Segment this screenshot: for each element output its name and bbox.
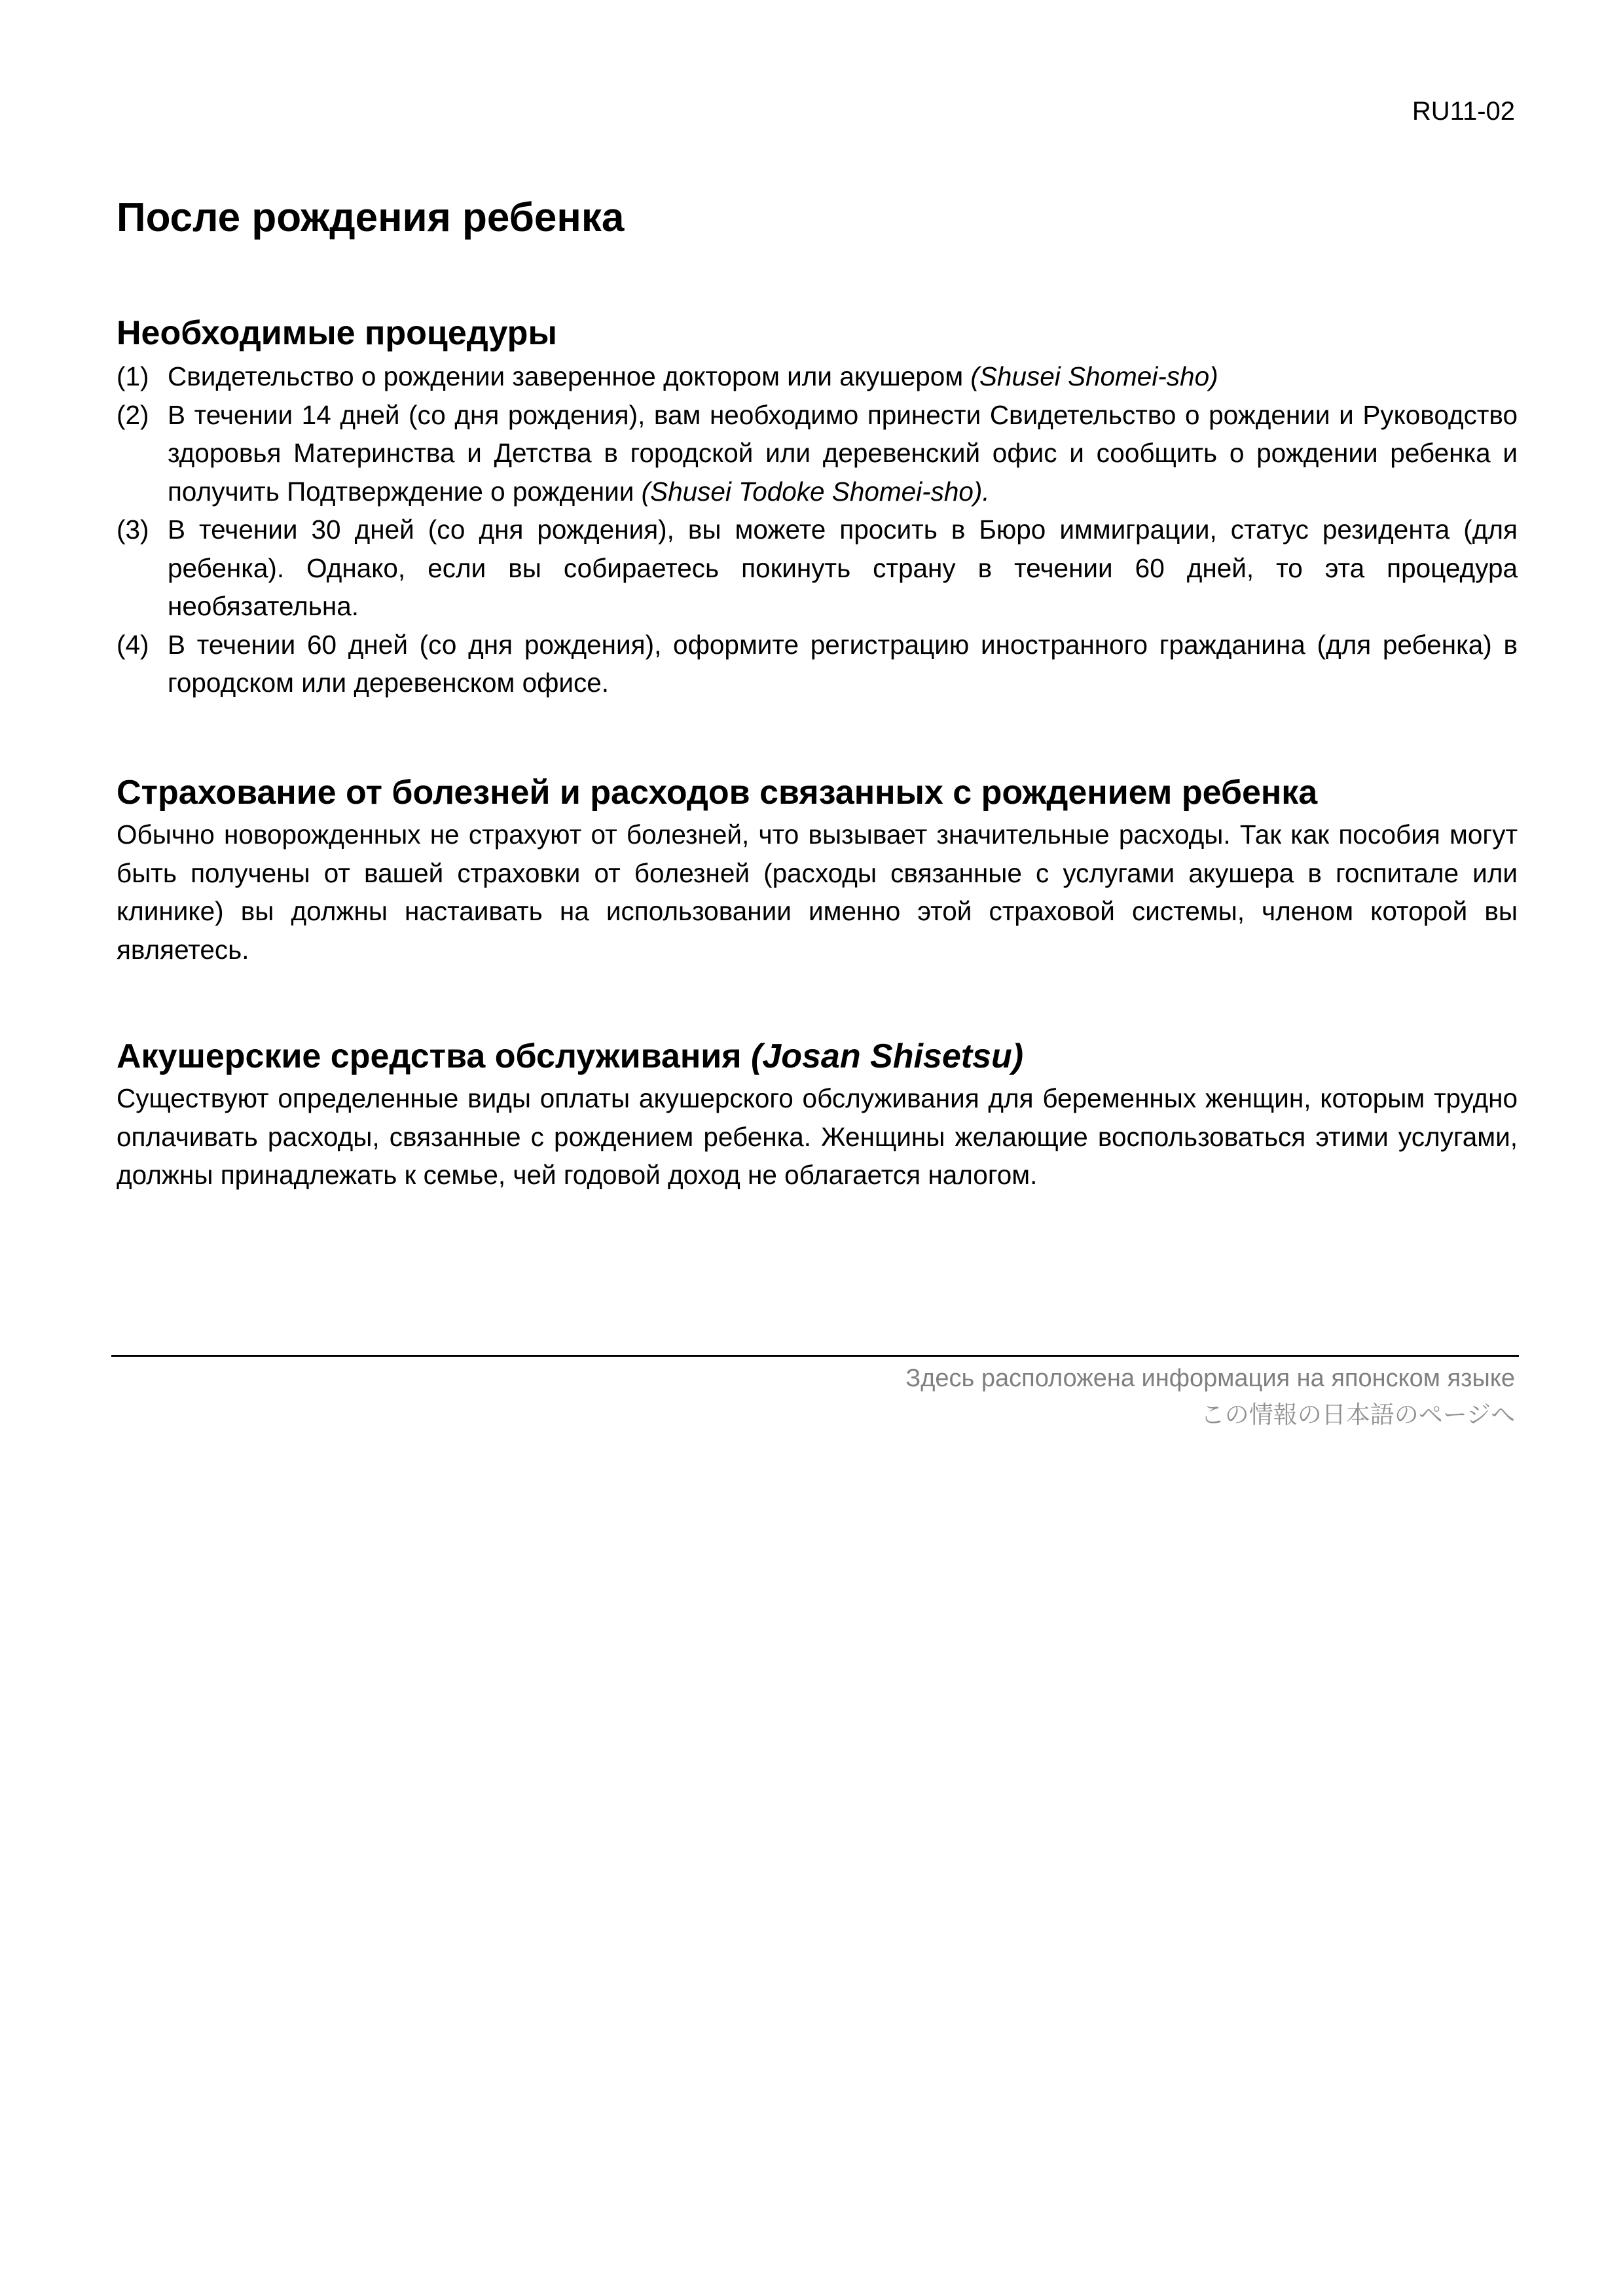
procedures-section — [117, 313, 1518, 702]
footer-divider — [111, 1355, 1519, 1357]
procedure-number: (1) — [117, 361, 149, 392]
obstetric-text: Существуют определенные виды оплаты акушерского обслуживания для беременных женщин, которым трудно оплачивать расходы, связанные с рождением ребенка. Женщины желающие воспользоваться этими услугами, должны принадлежать к семье, чей годовой доход не облагается налогом. — [117, 1083, 1518, 1191]
procedure-text: В течении 14 дней (со дня рождения), вам необходимо принести Свидетельство о рождении и Руководство здоровья Материнства и Детства в городской или деревенский офис и сообщить о рождении ребенка и получить Подтверждение о рождении — [168, 399, 1518, 507]
insurance-heading: Страхование от болезней и расходов связанных с рождением ребенка — [117, 774, 1318, 812]
procedure-item-3 — [117, 511, 1518, 626]
japanese-info-link-japanese[interactable]: この情報の日本語のページへ — [1200, 1401, 1515, 1429]
procedure-number: (3) — [117, 514, 149, 545]
procedure-japanese-term: (Shusei Todoke Shomei-sho). — [641, 476, 990, 507]
procedures-heading: Необходимые процедуры — [117, 314, 557, 352]
procedure-text: В течении 60 дней (со дня рождения), оформите регистрацию иностранного гражданина (для ребенка) в городском или деревенском офисе. — [168, 629, 1518, 698]
document-code: RU11-02 — [1412, 97, 1515, 126]
procedure-number: (2) — [117, 399, 149, 430]
procedure-japanese-term: (Shusei Shomei-sho) — [970, 361, 1218, 392]
obstetric-heading — [117, 1036, 1518, 1077]
procedure-item-4 — [117, 626, 1518, 702]
obstetric-section — [117, 1036, 1518, 1194]
procedure-item-2 — [117, 396, 1518, 511]
japanese-info-link-russian[interactable]: Здесь расположена информация на японском языке — [905, 1365, 1515, 1392]
procedure-text: Свидетельство о рождении заверенное доктором или акушером — [168, 361, 971, 392]
insurance-text: Обычно новорожденных не страхуют от болезней, что вызывает значительные расходы. Так как пособия могут быть получены от вашей страховки от болезней (расходы связанные с услугами акушера в госпитале или клинике) вы должны настаивать на использовании именно этой страховой системы, членом которой вы являетесь. — [117, 819, 1518, 965]
procedure-text: В течении 30 дней (со дня рождения), вы можете просить в Бюро иммиграции, статус резидента (для ребенка). Однако, если вы собираетесь покинуть страну в течении 60 дней, то эта процедура необязательна. — [168, 514, 1518, 622]
obstetric-heading-text: Акушерские средства обслуживания — [117, 1037, 751, 1075]
procedures-list — [117, 357, 1518, 702]
procedure-number: (4) — [117, 629, 149, 660]
procedure-item-1 — [117, 357, 1518, 396]
insurance-section — [117, 772, 1518, 969]
page-title: После рождения ребенка — [117, 195, 625, 240]
obstetric-heading-japanese-term: (Josan Shisetsu) — [750, 1037, 1024, 1075]
